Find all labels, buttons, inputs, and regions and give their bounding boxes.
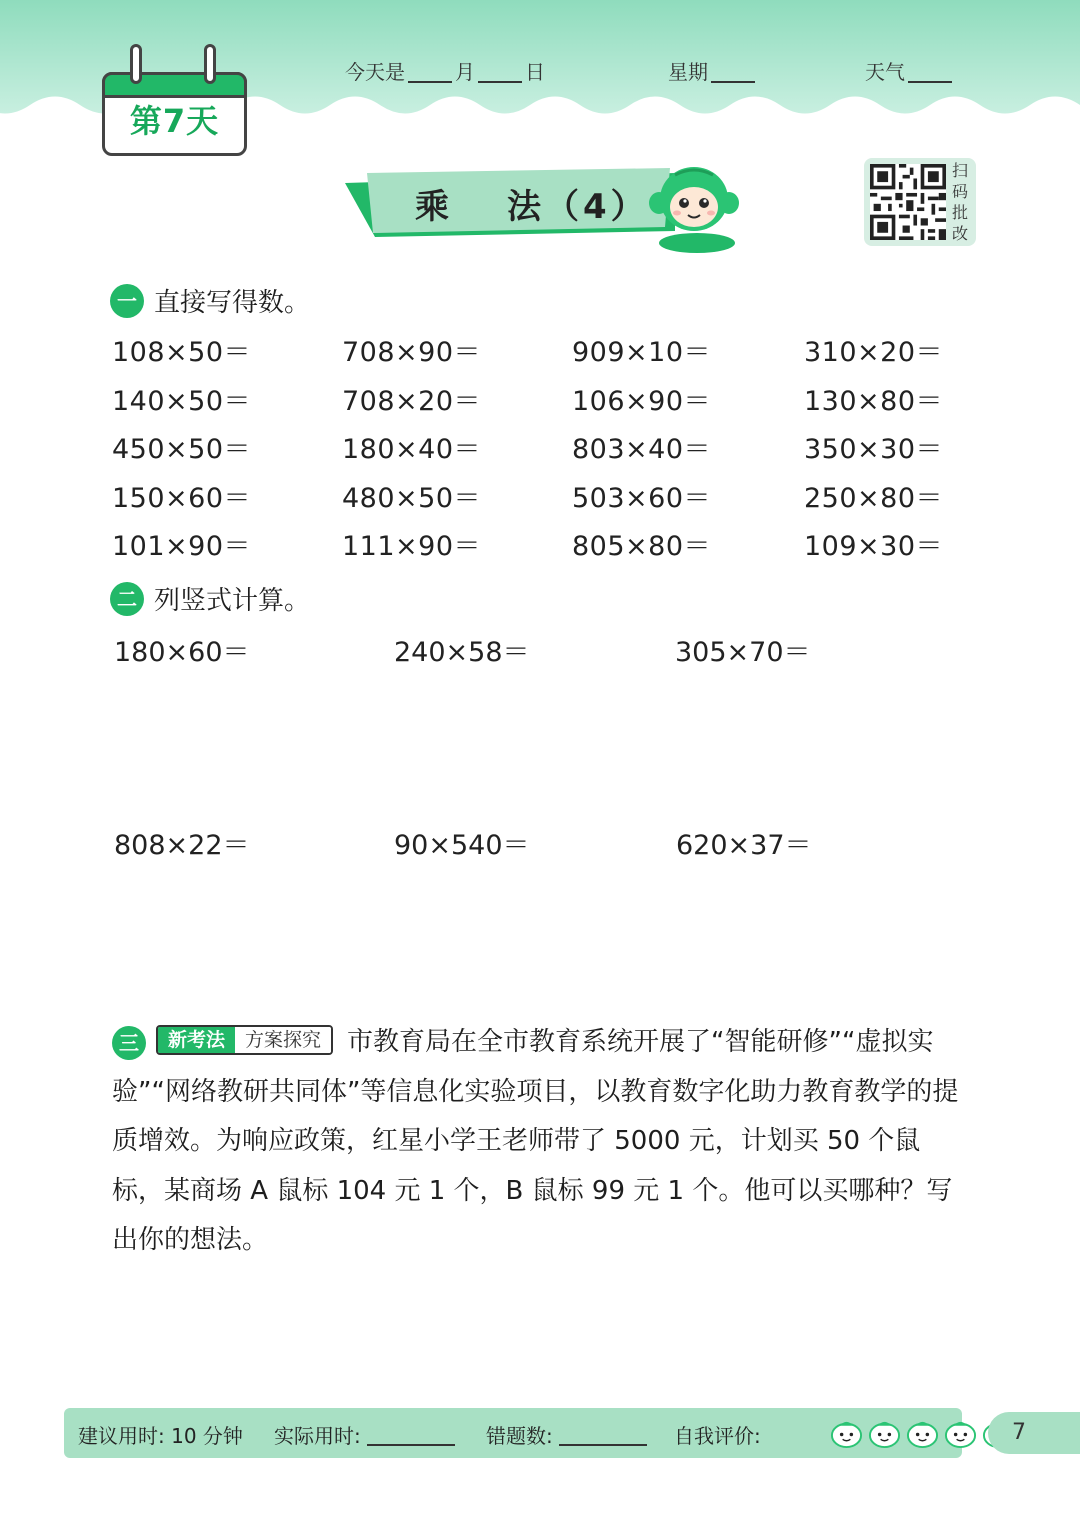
problem: 108×50＝ [112, 337, 252, 368]
weather-label: 天气 [865, 60, 905, 84]
problem: 130×80＝ [804, 385, 944, 417]
section-3-number: 三 [112, 1026, 146, 1060]
lesson-title-rest: 法（4） [507, 187, 649, 227]
day-badge [102, 44, 247, 156]
date-field [345, 56, 545, 85]
weather-field [865, 56, 955, 85]
section-2-heading [110, 580, 310, 617]
weekday-blank[interactable] [711, 81, 755, 83]
problem: 180×40＝ [342, 434, 482, 465]
qr-code-panel[interactable] [864, 158, 976, 246]
section-1-heading [110, 282, 310, 319]
problem: 101×90＝ [112, 531, 252, 562]
weather-blank[interactable] [908, 81, 952, 83]
vertical-problem: 240×58＝ [394, 637, 530, 668]
error-count-field [486, 1420, 647, 1449]
oral-calculation-grid [112, 330, 972, 573]
problem: 480×50＝ [342, 482, 482, 514]
problem: 150×60＝ [112, 482, 252, 514]
problem-row [112, 330, 972, 379]
problem: 805×80＝ [572, 531, 712, 562]
section-2-number: 二 [110, 582, 144, 616]
actual-time-field [274, 1420, 455, 1449]
problem: 350×30＝ [804, 434, 944, 465]
lesson-title-banner [345, 165, 740, 260]
self-eval-label: 自我评价: [674, 1424, 761, 1448]
smile-face-icon[interactable] [906, 1416, 939, 1449]
weekday-field [668, 56, 758, 85]
calendar-cap [102, 72, 247, 98]
qr-label: 扫 码 批 改 [951, 161, 968, 243]
problem-row [112, 476, 972, 525]
problem: 909×10＝ [572, 337, 712, 368]
tag-primary: 新考法 [158, 1027, 235, 1053]
page-number: 7 [1012, 1420, 1026, 1445]
problem: 109×30＝ [804, 531, 944, 562]
vertical-problem: 90×540＝ [394, 830, 530, 861]
problem-row [112, 524, 972, 573]
problem: 803×40＝ [572, 434, 712, 465]
problem: 111×90＝ [342, 531, 482, 562]
problem: 708×20＝ [342, 385, 482, 417]
problem-text: 市教育局在全市教育系统开展了“智能研修”“虚拟实验”“网络教研共同体”等信息化实验项目，以教育数字化助力教育教学的提质增效。为响应政策，红星小学王老师带了 5000 元，计划买 50 个鼠标，某商场 A 鼠标 104 元 1 个，B 鼠标 99 元 1 个。他可以买哪种？写出你的想法。 [112, 1027, 959, 1255]
suggested-time: 建议用时: 10 分钟 [78, 1424, 243, 1448]
smile-face-icon[interactable] [944, 1416, 977, 1449]
calendar-ring-icon [130, 44, 142, 84]
method-tag [156, 1025, 333, 1055]
weekday-label: 星期 [668, 60, 708, 84]
vertical-problem: 180×60＝ [114, 637, 250, 668]
day-blank[interactable] [478, 81, 522, 83]
problem: 106×90＝ [572, 385, 712, 417]
problem-row [112, 379, 972, 428]
vertical-problem: 305×70＝ [675, 637, 811, 668]
problem: 708×90＝ [342, 337, 482, 368]
vertical-problem: 808×22＝ [114, 830, 250, 861]
section-2-title: 列竖式计算。 [154, 586, 311, 616]
smile-face-icon[interactable] [868, 1416, 901, 1449]
day-label-text: 日 [525, 60, 545, 84]
day-label: 第7天 [129, 102, 220, 140]
problem: 140×50＝ [112, 385, 252, 417]
footer-bar [64, 1408, 962, 1458]
actual-time-blank[interactable] [367, 1444, 455, 1446]
section-3-problem [112, 1018, 972, 1266]
problem: 250×80＝ [804, 482, 944, 514]
lesson-title [415, 179, 655, 228]
month-label: 月 [455, 60, 475, 84]
smile-face-icon[interactable] [830, 1416, 863, 1449]
date-prefix: 今天是 [345, 60, 405, 84]
vertical-problem: 620×37＝ [676, 830, 812, 861]
problem: 503×60＝ [572, 482, 712, 514]
lesson-title-main: 乘 [415, 187, 453, 227]
calendar-ring-icon [204, 44, 216, 84]
problem-row [112, 427, 972, 476]
page-number-tab [988, 1412, 1080, 1454]
section-1-number: 一 [110, 284, 144, 318]
error-count-label: 错题数: [486, 1424, 553, 1448]
qr-code-icon[interactable] [870, 164, 946, 240]
actual-time-label: 实际用时: [274, 1424, 361, 1448]
problem: 450×50＝ [112, 434, 252, 465]
error-count-blank[interactable] [559, 1444, 647, 1446]
tag-secondary: 方案探究 [235, 1027, 331, 1053]
problem: 310×20＝ [804, 337, 944, 368]
month-blank[interactable] [408, 81, 452, 83]
section-1-title: 直接写得数。 [154, 288, 311, 318]
